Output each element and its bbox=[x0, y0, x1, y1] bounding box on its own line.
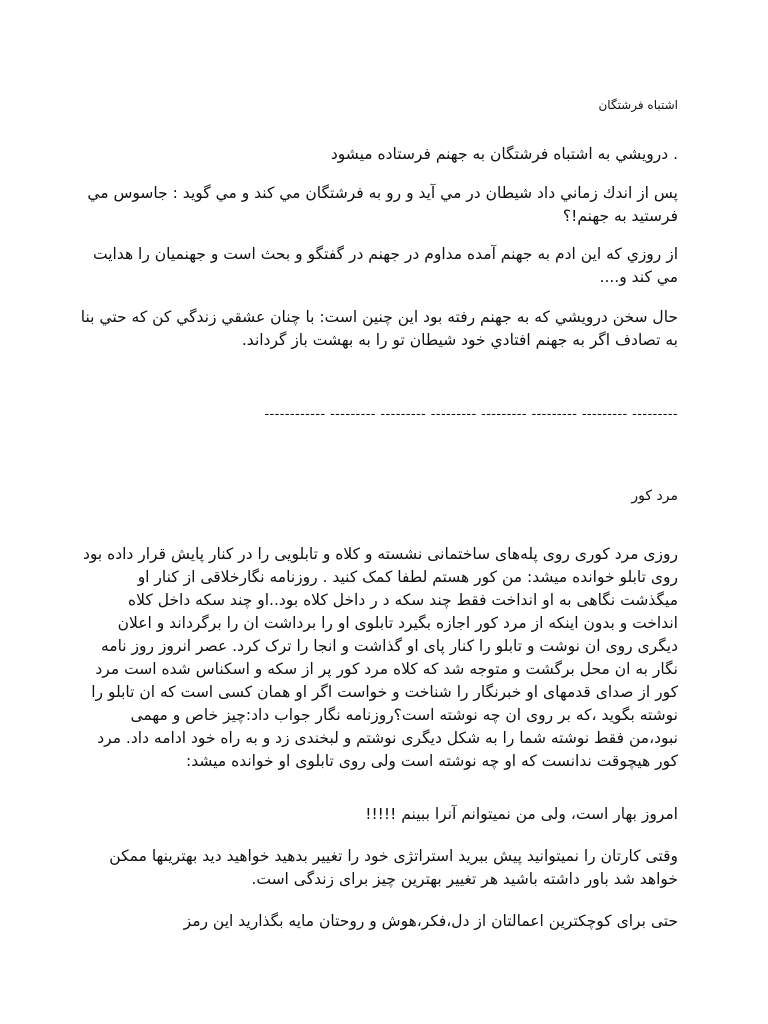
section-divider: ------------ --------- --------- --------- --------- --------- --------- --------- bbox=[264, 407, 678, 422]
story2-paragraph-2: امروز بهار است، ولی من نمیتوانم آنرا ببینم !!!!! bbox=[365, 805, 678, 823]
story1-paragraph-1: . درويشي به اشتباه فرشتگان به جهنم فرستاده ميشود bbox=[330, 145, 678, 163]
story1-paragraph-2: پس از اندك زماني داد شيطان در مي آيد و رو به فرشتگان مي كند و مي گويد : جاسوس مي فرستيد به جهنم!؟ bbox=[87, 184, 678, 225]
story2-paragraph-3: وقتی کارتان را نمیتوانید پیش ببرید استراتژی خود را تغییر بدهید خواهید دید بهترینها ممکن خواهد شد باور داشته باشید هر تغییر بهترین چیز برای زندگی است. bbox=[109, 847, 678, 888]
story2-title: مرد کور bbox=[631, 488, 678, 504]
story1-title: اشتباه فرشتگان bbox=[598, 98, 678, 112]
story1-paragraph-4: حال سخن درويشي كه به جهنم رفته بود اين چنين است: با چنان عشقي زندگي كن كه حتي بنا به تصادف اگر به جهنم افتادي خود شيطان تو را به بهشت باز گرداند. bbox=[80, 308, 678, 349]
story1-paragraph-3: از روزي كه اين ادم به جهنم آمده مداوم در جهنم در گفتگو و بحث است و جهنميان را هدايت مي كند و.... bbox=[92, 245, 678, 286]
story2-paragraph-1: روزی مرد کوری روی پله‌های ساختمانی نشسته و کلاه و تابلویی را در کنار پایش قرار داده بود روی تابلو خوانده میشد: من کور هستم لطفا کمک کنید . روزنامه نگارخلاقی از کنار او میگذشت نگاهی به او انداخت فقط چند سکه د ر داخل کلاه بود..او چند سکه داخل کلاه انداخت و بدون اینکه از مرد کور اجازه بگیرد تابلوی او را برداشت ان را برگرداند و اعلان دیگری روی ان نوشت و تابلو را کنار پای او گذاشت و انجا را ترک کرد. عصر انروز روز نامه نگار به ان محل برگشت و متوجه شد که کلاه مرد کور پر از سکه و اسکناس شده است مرد کور از صدای قدمهای او خبرنگار را شناخت و خواست اگر او همان کسی است که ان تابلو را نوشته بگوید ،که بر روی ان چه نوشته است؟روزنامه نگار جواب داد:چیز خاص و مهمی نبود،من فقط نوشته شما را به شکل دیگری نوشتم و لبخندی زد و به راه خود ادامه داد. مرد کور هیچوقت ندانست که او چه نوشته است ولی روی تابلوی او خوانده میشد: bbox=[82, 545, 678, 770]
story2-paragraph-4: حتی برای کوچکترین اعمالتان از دل،فکر،هوش و روحتان مایه بگذارید این رمز bbox=[183, 912, 678, 930]
